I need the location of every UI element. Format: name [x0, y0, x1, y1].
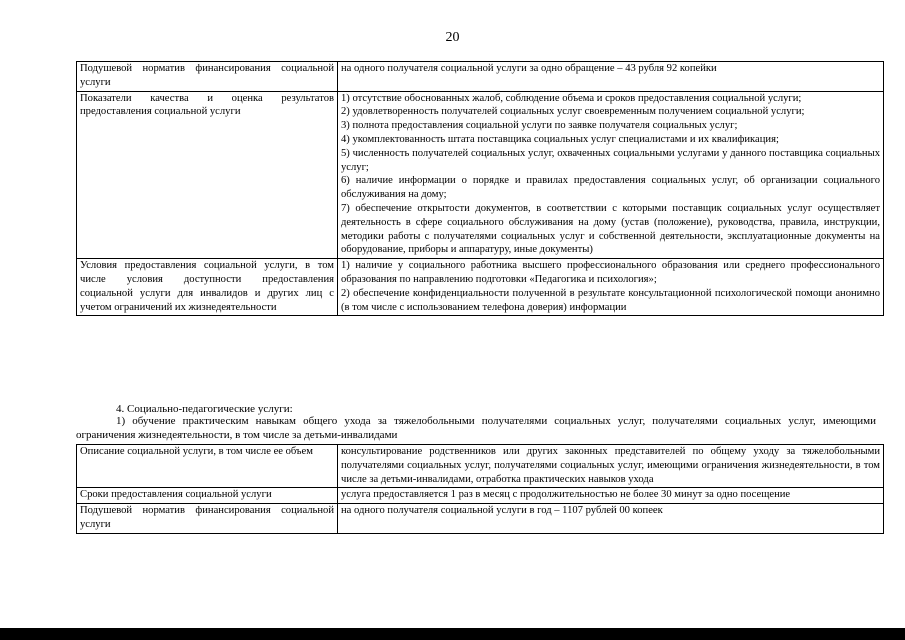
scan-edge-bar [0, 628, 905, 640]
row-label: Подушевой норматив финансирования социальной услуги [77, 62, 338, 92]
table-row [77, 62, 884, 92]
row-label: Показатели качества и оценка результатов предоставления социальной услуги [77, 91, 338, 259]
list-item: 2) удовлетворенность получателей социальных услуг своевременным получением социальной услуги; [341, 106, 805, 118]
table-row [77, 259, 884, 316]
row-value [338, 259, 884, 316]
row-label: Подушевой норматив финансирования социальной услуги [77, 504, 338, 534]
section-subheading: 1) обучение практическим навыкам общего ухода за тяжелобольными получателями социальных услуг, получателями социальных услуг, имеющими ограничения жизнедеятельности, в том числе за детьми-инвалидами [76, 415, 876, 441]
table-row [77, 445, 884, 488]
row-value [338, 488, 884, 504]
list-item: 5) численность получателей социальных услуг, охваченных социальными услугами у данного поставщика социальных услуг; [341, 147, 880, 173]
list-item: 6) наличие информации о порядке и правилах предоставления социальных услуг, об организации социального обслуживания на дому; [341, 175, 880, 201]
list-item: 4) укомплектованность штата поставщика социальных услуг специалистами и их квалификация; [341, 133, 779, 145]
list-item: 7) обеспечение открытости документов, в соответствии с которыми поставщик социальных услуг осуществляет деятельность в сфере социального обслуживания на дому (устав (положение), руководства, правила, инструкции, методики работы с получателями социальных услуг и собственной деятельности, эксплуатационные документы на оборудование, приборы и аппаратуру, иные документы) [341, 202, 880, 256]
page-number: 20 [445, 30, 460, 45]
section-heading: 4. Социально-педагогические услуги: [116, 403, 293, 415]
row-label: Сроки предоставления социальной услуги [77, 488, 338, 504]
list-item: на одного получателя социальной услуги за одно обращение – 43 рубля 92 копейки [341, 63, 717, 74]
list-item: 2) обеспечение конфиденциальности полученной в результате консультационной психологической помощи анонимно (в том числе с использованием телефона доверия) информации [341, 287, 880, 313]
row-value [338, 62, 884, 92]
service-table-1 [76, 61, 884, 316]
table-row [77, 504, 884, 534]
service-table-2 [76, 444, 884, 534]
list-item: консультирование родственников или других законных представителей по общему уходу за тяжелобольными получателями социальных услуг, получателями социальных услуг, имеющими ограничения жизнедеятельности, в том числе за детьми-инвалидами, отработка практических навыков ухода [341, 446, 880, 485]
table-row [77, 91, 884, 259]
list-item: 1) отсутствие обоснованных жалоб, соблюдение объема и сроков предоставления социальной услуги; [341, 92, 802, 104]
row-label: Условия предоставления социальной услуги, в том числе условия доступности предоставления социальной услуги для инвалидов и других лиц с учетом ограничений их жизнедеятельности [77, 259, 338, 316]
row-value [338, 91, 884, 259]
row-label: Описание социальной услуги, в том числе ее объем [77, 445, 338, 488]
list-item: 3) полнота предоставления социальной услуги по заявке получателя социальных услуг; [341, 120, 738, 132]
row-value [338, 504, 884, 534]
table-row [77, 488, 884, 504]
list-item: 1) наличие у социального работника высшего профессионального образования или среднего профессионального образования по направлению подготовки «Педагогика и психология»; [341, 260, 880, 285]
list-item: услуга предоставляется 1 раз в месяц с продолжительностью не более 30 минут за одно посещение [341, 489, 791, 501]
row-value [338, 445, 884, 488]
list-item: на одного получателя социальной услуги в год – 1107 рублей 00 копеек [341, 505, 663, 517]
